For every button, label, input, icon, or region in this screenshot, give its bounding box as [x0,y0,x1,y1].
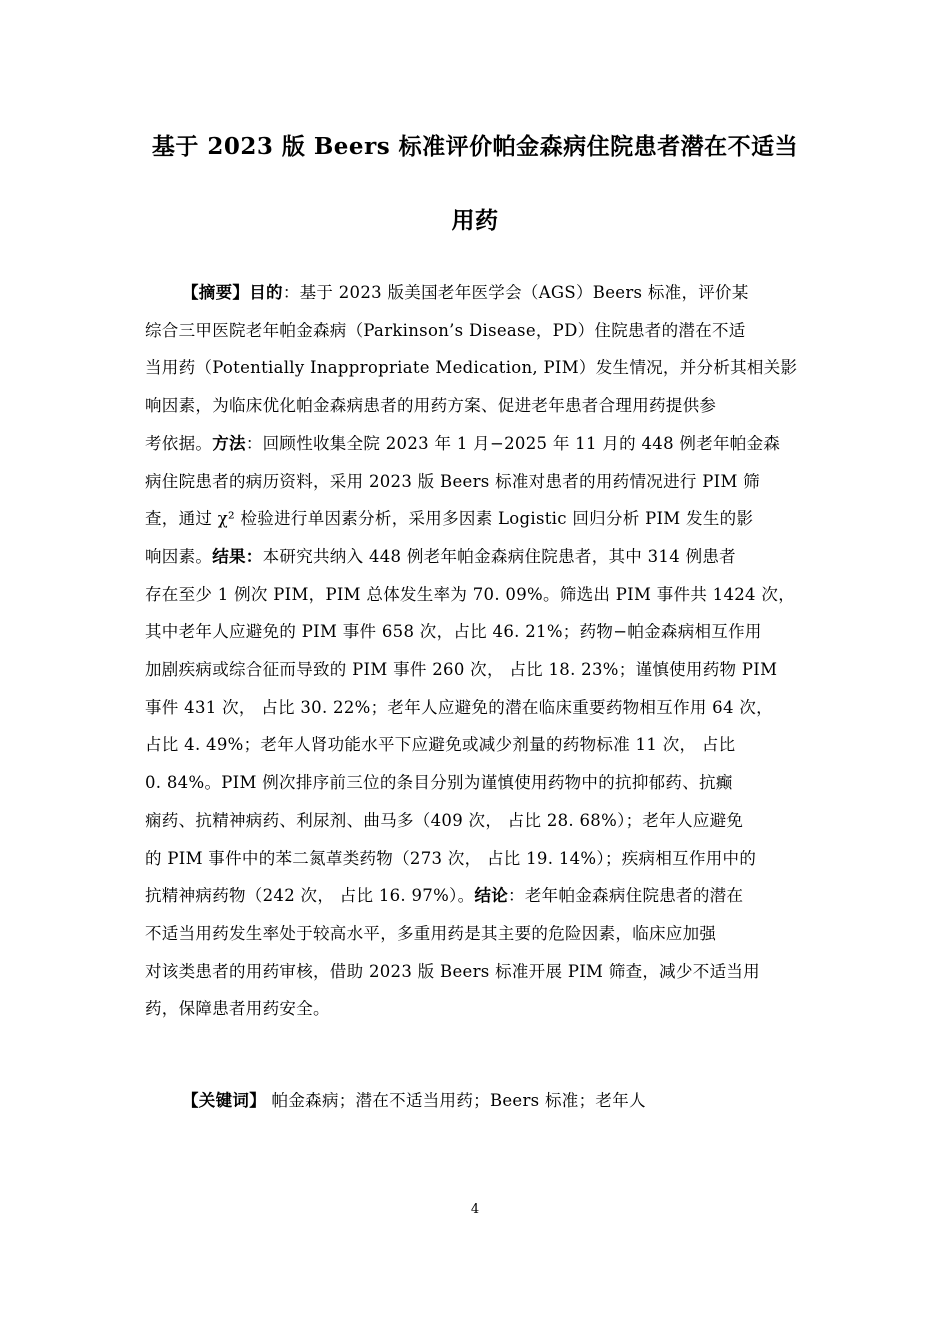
abstract-line [145,962,810,982]
abstract-line [145,396,810,416]
abstract-heading-text: 结果： [212,546,263,566]
abstract-line [145,509,810,529]
abstract-text: 对该类患者的用药审核，借助 2023 版 Beers 标准开展 PIM 筛查，减少不适当用 [145,961,760,981]
abstract-line [145,924,810,944]
abstract-line [145,698,810,718]
keywords-line [182,1087,646,1111]
abstract-text: 考依据。 [145,433,213,453]
abstract-text: 病住院患者的病历资料，采用 2023 版 Beers 标准对患者的用药情况进行 PIM 筛 [145,471,760,491]
abstract-line [145,547,810,567]
abstract-line [145,999,810,1019]
abstract-line [145,660,810,680]
abstract-text: 占比 4. 49%；老年人肾功能水平下应避免或减少剂量的药物标准 11 次， 占比 [145,735,736,755]
abstract-text: 药，保障患者用药安全。 [145,999,330,1019]
abstract-text: 查，通过 χ² 检验进行单因素分析，采用多因素 Logistic 回归分析 PIM 发生的影 [145,509,754,529]
abstract-line [145,811,810,831]
abstract-line [145,358,810,378]
abstract-text: 抗精神病药物（242 次， 占比 16. 97%）。 [145,886,475,906]
abstract-text: ：老年帕金森病住院患者的潜在 [508,886,744,906]
abstract-line [145,585,810,605]
abstract-text: ：回顾性收集全院 2023 年 1 月−2025 年 11 月的 448 例老年帕金森 [245,433,781,453]
abstract-text: 响因素。 [145,546,213,566]
keywords-text: 帕金森病；潜在不适当用药；Beers 标准；老年人 [266,1091,646,1110]
abstract-heading-text: 【摘要】 [182,283,250,302]
abstract-text: 0. 84%。PIM 例次排序前三位的条目分别为谨慎使用药物中的抗抑郁药、抗癫 [145,773,733,793]
abstract-text: 痫药、抗精神病药、利尿剂、曲马多（409 次， 占比 28. 68%）；老年人应避免 [145,810,744,830]
abstract-text: 不适当用药发生率处于较高水平，多重用药是其主要的危险因素，临床应加强 [145,923,717,943]
abstract-text: 综合三甲医院老年帕金森病（Parkinson’s Disease，PD）住院患者的潜在不适 [145,320,746,340]
keywords-label: 【关键词】 [182,1091,266,1110]
abstract-text: 加剧疾病或综合征而导致的 PIM 事件 260 次， 占比 18. 23%；谨慎使用药物 PIM [145,660,778,679]
abstract-line [145,434,810,454]
abstract-line [145,472,810,492]
abstract-text: 事件 431 次， 占比 30. 22%；老年人应避免的潜在临床重要药物相互作用 64 次， [145,697,773,717]
abstract-line [145,321,810,341]
abstract-line [145,773,810,793]
abstract-text: 其中老年人应避免的 PIM 事件 658 次，占比 46. 21%；药物−帕金森病相互作用 [145,622,762,642]
abstract-line [182,283,847,303]
abstract-text: 本研究共纳入 448 例老年帕金森病住院患者，其中 314 例患者 [262,546,736,566]
abstract-heading-text: 方法 [212,433,246,453]
paper-title-line-1: 基于 2023 版 Beers 标准评价帕金森病住院患者潜在不适当 [151,133,799,160]
paper-title-line-2: 用药 [451,207,499,234]
abstract-text: 的 PIM 事件中的苯二氮䓬类药物（273 次， 占比 19. 14%）；疾病相互作用中的 [145,848,757,868]
abstract-line [145,849,810,869]
abstract-text: 存在至少 1 例次 PIM，PIM 总体发生率为 70. 09%。筛选出 PIM 事件共 1424 次， [145,584,795,604]
abstract-heading-text: 结论 [474,886,509,906]
abstract-line [145,886,810,906]
abstract-text: 响因素，为临床优化帕金森病患者的用药方案、促进老年患者合理用药提供参 [145,396,717,416]
abstract-line [145,735,810,755]
abstract-text: ：基于 2023 版美国老年医学会（AGS）Beers 标准，评价某 [282,283,749,302]
abstract-line [145,622,810,642]
abstract-text: 当用药（Potentially Inappropriate Medication, PIM）发生情况，并分析其相关影 [145,358,798,378]
page-number: 4 [470,1202,480,1217]
abstract-heading-text: 目的 [249,283,283,302]
